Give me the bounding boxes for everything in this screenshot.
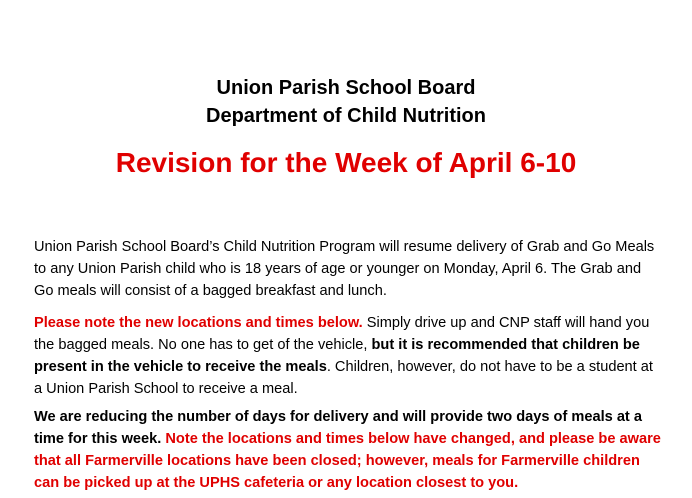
- instructions-text: Simply drive up and CNP staff will hand you the bagged meals. No one has to get of the vehicle,: [34, 315, 650, 353]
- children-present-recommendation: but it is recommended that children be present in the vehicle to receive the meals: [34, 337, 640, 375]
- revision-headline: Revision for the Week of April 6-10: [115, 147, 577, 178]
- delivery-change-paragraph: [34, 406, 664, 494]
- locations-changed-notice: Note the locations and times below have changed, and please be aware that all Farmerville locations have been closed; however, meals for Farmerville children can be picked up at the UPHS cafeteria or any location closest to you.: [34, 431, 661, 491]
- reduced-days-notice: We are reducing the number of days for delivery and will provide two days of meals at a time for this week.: [34, 409, 642, 447]
- intro-paragraph: Union Parish School Board’s Child Nutrition Program will resume delivery of Grab and Go Meals to any Union Parish child who is 18 years of age or younger on Monday, April 6. The Grab and Go meals will consist of a bagged breakfast and lunch.: [34, 239, 655, 299]
- department-name: Department of Child Nutrition: [206, 105, 486, 127]
- instructions-text-end: . Children, however, do not have to be a student at a Union Parish School to receive a meal.: [34, 359, 653, 397]
- new-locations-notice: Please note the new locations and times below.: [34, 315, 363, 331]
- organization-name: Union Parish School Board: [216, 77, 476, 99]
- instructions-paragraph: [34, 312, 664, 400]
